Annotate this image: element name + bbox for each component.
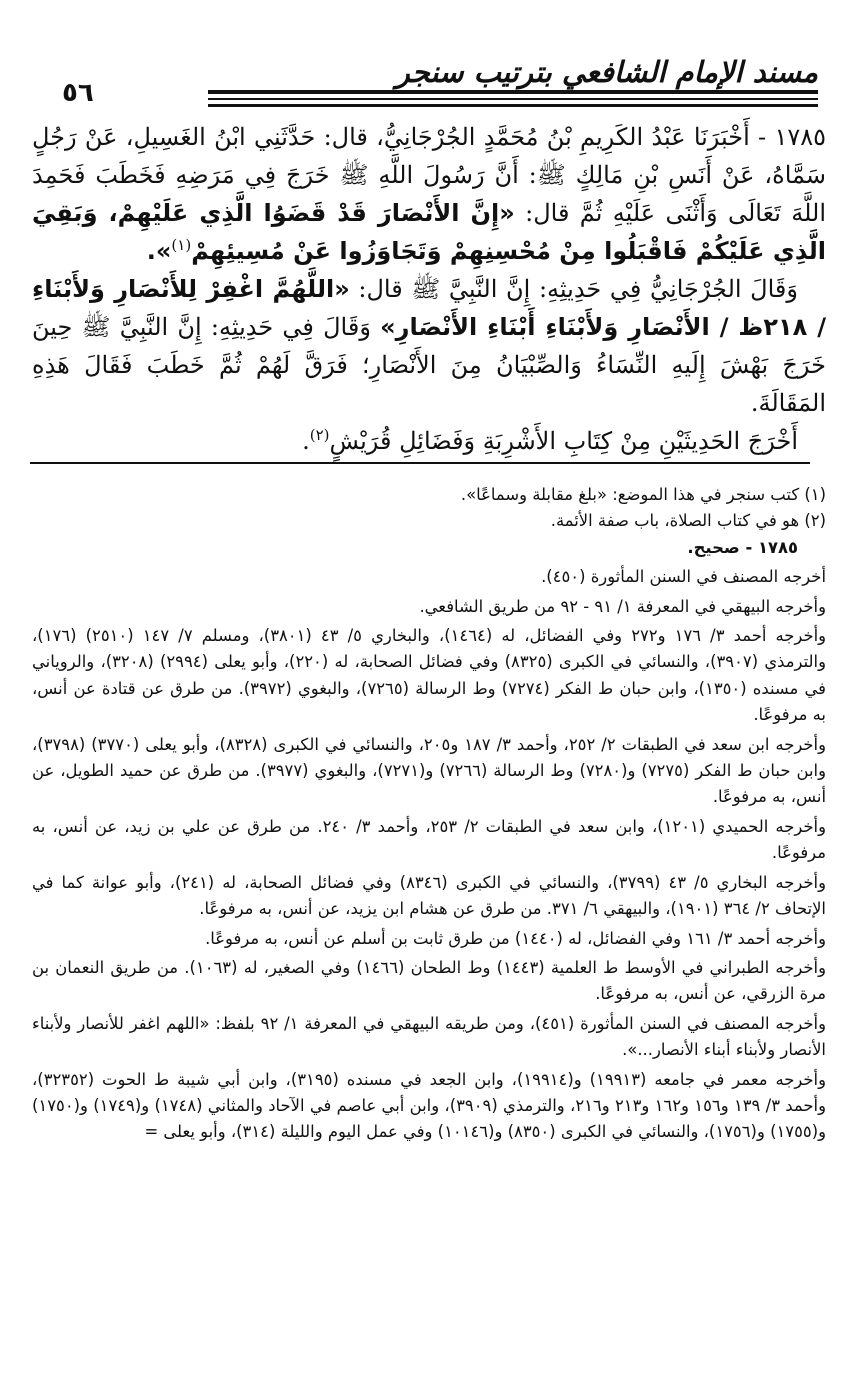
hadith-paragraph: أَخْرَجَ الحَدِيثَيْنِ مِنْ كِتَابِ الأَشْرِبَةِ وَفَضَائِلِ قُرَيْشٍ$^{(٢)}$. xyxy=(302,426,798,455)
running-title: مسند الإمام الشافعي بترتيب سنجر xyxy=(395,55,818,89)
takhrij-paragraph: أخرجه المصنف في السنن المأثورة (٤٥٠). xyxy=(541,567,826,587)
footnotes-section xyxy=(32,482,826,1146)
takhrij-paragraph: وأخرجه الحميدي (١٢٠١)، وابن سعد في الطبقات ٢/ ٢٥٣، وأحمد ٣/ ٢٤٠. من طرق عن علي بن زيد، عن أنس، به مرفوعًا. xyxy=(32,816,826,863)
takhrij-paragraph: وأخرجه معمر في جامعه (١٩٩١٣) و(١٩٩١٤)، وابن الجعد في مسنده (٣١٩٥)، وابن أبي شيبة ط الحوت (٣٢٣٥٢)، وأحمد ٣/ ١٣٩ و١٥٦ و١٦٢ و٢١٣ و٢١٦، والترمذي (٣٩٠٩)، وابن أبي عاصم في الآحاد والمثاني (١٧٤٨) و(١٧٤٩) و(١٧٥٠) و(١٧٥٥) و(١٧٥٦)، والنسائي في الكبرى (٨٣٥٠) و(١٠١٤٦) وفي عمل اليوم والليلة (٣١٤)، وأبو يعلى = xyxy=(32,1069,827,1142)
hadith-quote: «إِنَّ الأَنْصَارَ قَدْ قَضَوُا الَّذِي عَلَيْهِمْ، وَبَقِيَ الَّذِي عَلَيْكُمْ فَاقْبَلُوا مِنْ مُحْسِنِهِمْ وَتَجَاوَزُوا عَنْ مُسِيئِهِمْ xyxy=(32,199,826,265)
takhrij-paragraph: وأخرجه أحمد ٣/ ١٦١ وفي الفضائل، له (١٤٤٠) من طرق ثابت بن أسلم عن أنس، به مرفوعًا. xyxy=(205,928,826,948)
takhrij-heading: ١٧٨٥ - صحيح. xyxy=(687,537,798,557)
header-rule xyxy=(208,98,818,100)
page-header xyxy=(38,52,818,108)
page-number: ٥٦ xyxy=(62,78,94,108)
takhrij-paragraph: وأخرجه الطبراني في الأوسط ط العلمية (١٤٤٣) وط الطحان (١٤٦٦) وفي الصغير، له (١٠٦٣). من طريق النعمان بن مرة الزرقي، عن أنس، به مرفوعًا. xyxy=(32,957,826,1004)
takhrij-paragraph: وأخرجه البخاري ٥/ ٤٣ (٣٧٩٩)، والنسائي في الكبرى (٨٣٤٦) وفي فضائل الصحابة، له (٢٤١)، وأبو عوانة كما في الإتحاف ٢/ ٣٦٤ (١٩٠١)، والبيهقي ٦/ ٣٧١. من طرق عن هشام ابن يزيد، عن أنس، به مرفوعًا. xyxy=(32,872,827,919)
footnote-separator xyxy=(30,462,810,464)
hadith-text xyxy=(32,118,826,460)
takhrij-paragraph: وأخرجه أحمد ٣/ ١٧٦ و٢٧٢ وفي الفضائل، له (١٤٦٤)، والبخاري ٥/ ٤٣ (٣٨٠١)، ومسلم ٧/ ١٤٧ (٢٥١٠) (١٧٦)، والترمذي (٣٩٠٧)، والنسائي في الكبرى (٨٣٢٥) وفي فضائل الصحابة، له (٢٢٠)، وأبو يعلى (٢٩٩٤) (٣٢٠٨)، والروياني في مسنده (١٣٥٠)، وابن حبان ط الفكر (٧٢٧٤) وط الرسالة (٧٢٦٥)، والبغوي (٣٩٧٢). من طرق عن قتادة عن أنس، به مرفوعًا. xyxy=(32,626,827,725)
footnote: (١) كتب سنجر في هذا الموضع: «بلغ مقابلة وسماعًا». xyxy=(460,485,826,504)
footnote-ref: (٢) xyxy=(309,426,330,444)
hadith-paragraph: ١٧٨٥ - أَخْبَرَنَا عَبْدُ الكَرِيمِ بْنُ مُحَمَّدٍ الجُرْجَانِيُّ، قال: حَدَّثَنِي ابْنُ الغَسِيلِ، عَنْ رَجُلٍ سَمَّاهُ، عَنْ أَنَسِ بْنِ مَالِكٍ ﷺ: أَنَّ رَسُولَ اللَّهِ ﷺ خَرَجَ فِي مَرَضِهِ فَخَطَبَ فَحَمِدَ اللَّهَ تَعَالَى وَأَثْنَى عَلَيْهِ ثُمَّ قال: «إِنَّ الأَنْصَارَ قَدْ قَضَوُا الَّذِي عَلَيْهِمْ، وَبَقِيَ الَّذِي عَلَيْكُمْ فَاقْبَلُوا مِنْ مُحْسِنِهِمْ وَتَجَاوَزُوا عَنْ مُسِيئِهِمْ$^{(١)}$». xyxy=(32,123,827,265)
footnote: (٢) هو في كتاب الصلاة، باب صفة الأئمة. xyxy=(550,511,826,531)
header-rule xyxy=(208,90,818,94)
takhrij-paragraph: وأخرجه البيهقي في المعرفة ١/ ٩١ - ٩٢ من طريق الشافعي. xyxy=(419,596,826,616)
hadith-paragraph: وَقَالَ الجُرْجَانِيُّ فِي حَدِيثِهِ: إِنَّ النَّبِيَّ ﷺ قال: «اللَّهُمَّ اغْفِرْ لِلأَنْصَارِ وَلأَبْنَاءِ / ٢١٨ظ / الأَنْصَارِ وَلأَبْنَاءِ أَبْنَاءِ الأَنْصَارِ» وَقَالَ فِي حَدِيثِهِ: إِنَّ النَّبِيَّ ﷺ حِينَ خَرَجَ بَهْشَ إِلَيهِ النِّسَاءُ وَالصِّبْيَانُ مِنَ الأَنْصَارِ؛ فَرَقَّ لَهُمْ ثُمَّ خَطَبَ فَقَالَ هَذِهِ المَقَالَةَ. xyxy=(32,275,826,417)
takhrij-paragraph: وأخرجه المصنف في السنن المأثورة (٤٥١)، ومن طريقه البيهقي في المعرفة ١/ ٩٢ بلفظ: «اللهم اغفر للأنصار ولأبناء الأنصار ولأبناء أبناء الأنصار...». xyxy=(32,1013,826,1060)
hadith-quote: «اللَّهُمَّ اغْفِرْ لِلأَنْصَارِ وَلأَبْنَاءِ / ٢١٨ظ / الأَنْصَارِ وَلأَبْنَاءِ أَبْنَاءِ الأَنْصَارِ» xyxy=(32,275,826,341)
takhrij-paragraph: وأخرجه ابن سعد في الطبقات ٢/ ٢٥٢، وأحمد ٣/ ١٨٧ و٢٠٥، والنسائي في الكبرى (٨٣٢٨)، وأبو يعلى (٣٧٧٠) (٣٧٩٨)، وابن حبان ط الفكر (٧٢٧٥) و(٧٢٨٠) وط الرسالة (٧٢٦٦) و(٧٢٧١)، والبغوي (٣٩٧٧). من طرق عن حميد الطويل، عن أنس، به مرفوعًا. xyxy=(32,734,826,807)
header-rule xyxy=(208,104,818,107)
footnote-ref: (١) xyxy=(171,236,192,254)
